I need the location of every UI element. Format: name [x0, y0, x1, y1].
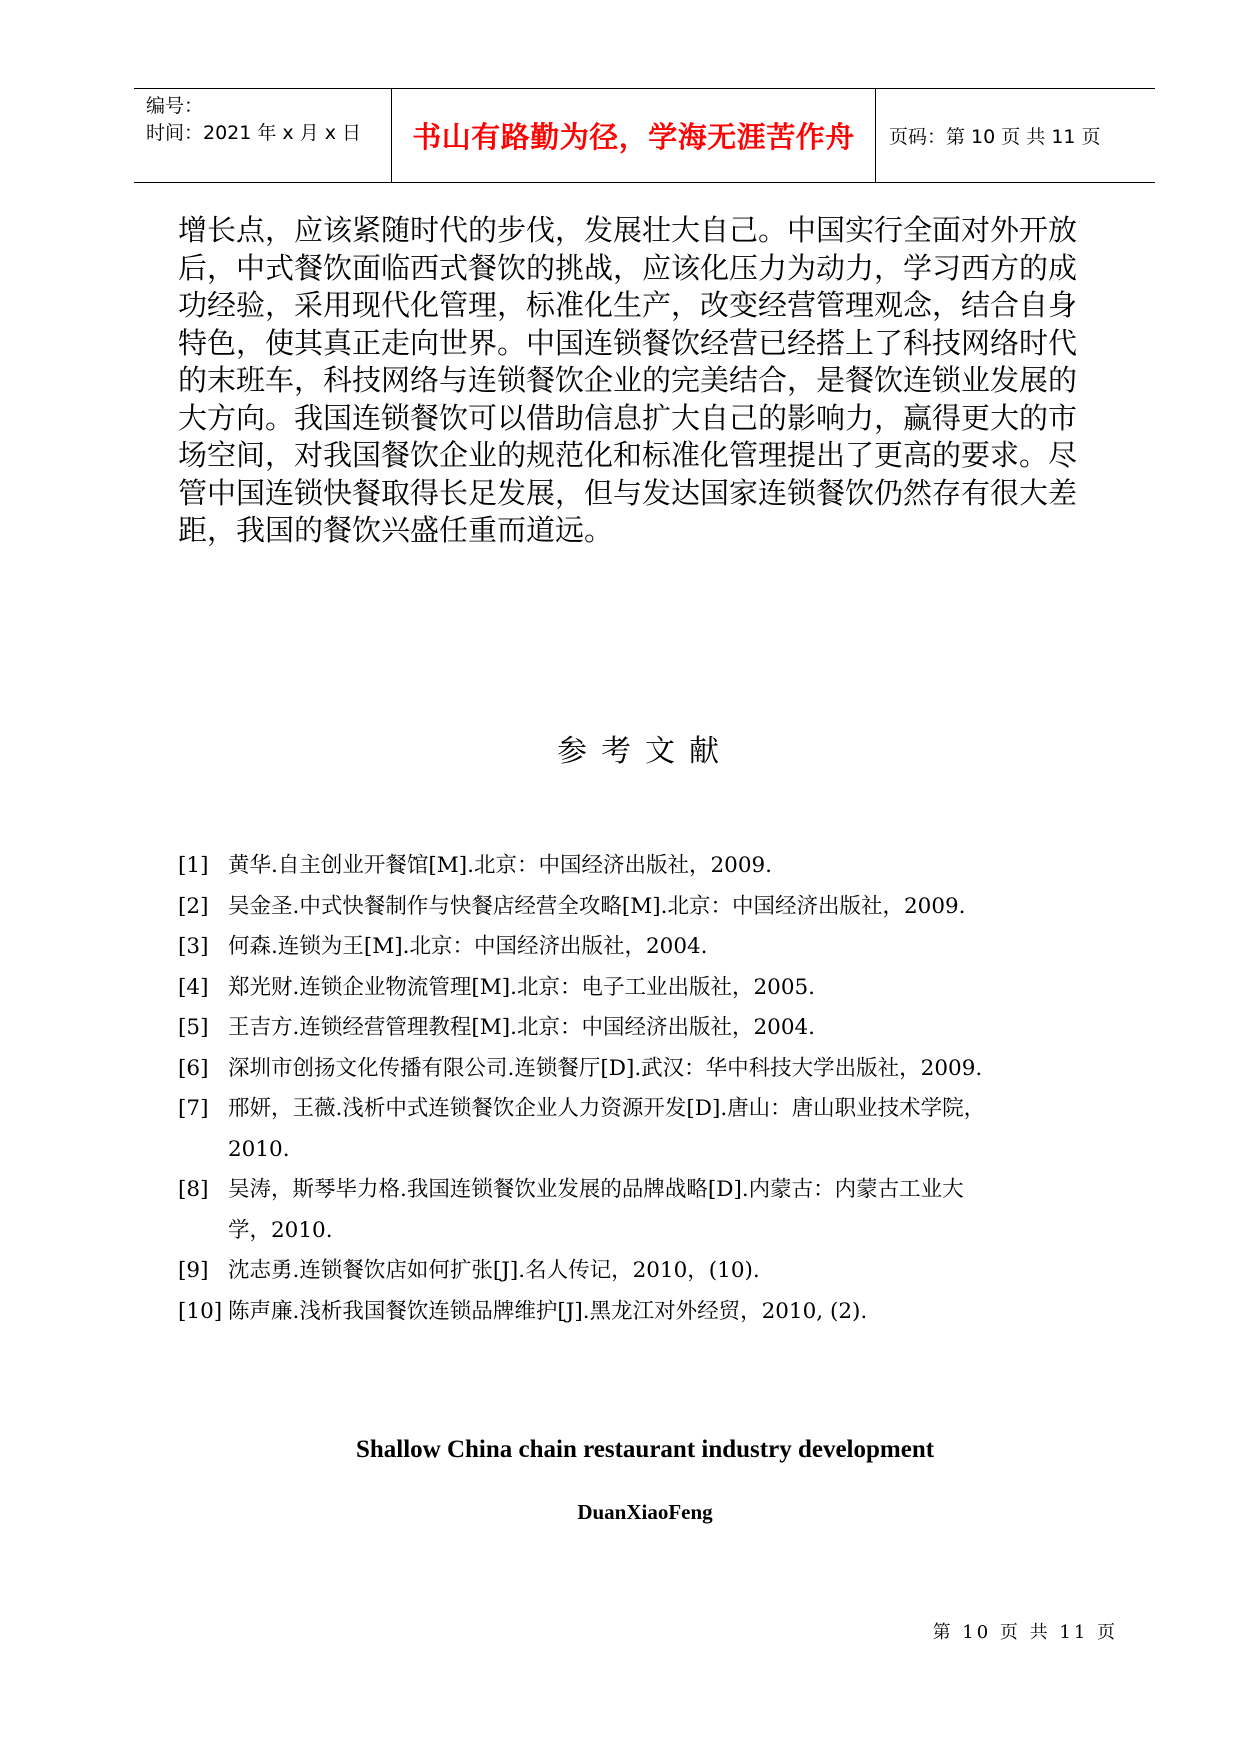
reference-text: 沈志勇.连锁餐饮店如何扩张[J].名人传记，2010，(10). [228, 1258, 760, 1283]
header-motto: 书山有路勤为径，学海无涯苦作舟 [392, 89, 876, 182]
reference-number: [10] [178, 1298, 223, 1324]
reference-text: 深圳市创扬文化传播有限公司.连锁餐厅[D].武汉：华中科技大学出版社，2009. [228, 1055, 983, 1081]
body-line: 特色，使其真正走向世界。中国连锁餐饮经营已经搭上了科技网络时代 [178, 325, 1078, 360]
reference-continuation: 学，2010. [228, 1217, 333, 1243]
body-line: 管中国连锁快餐取得长足发展，但与发达国家连锁餐饮仍然存有很大差 [178, 475, 1078, 510]
reference-text: 王吉方.连锁经营管理教程[M].北京：中国经济出版社，2004. [228, 1015, 816, 1040]
reference-item [178, 1251, 1118, 1292]
reference-number: [4] [178, 974, 209, 1000]
body-line: 功经验，采用现代化管理，标准化生产，改变经营管理观念，结合自身 [178, 288, 1078, 322]
reference-item [178, 1170, 1118, 1211]
body-line: 后，中式餐饮面临西式餐饮的挑战，应该化压力为动力，学习西方的成 [178, 250, 1078, 285]
reference-number: [2] [178, 893, 209, 919]
header-time-label: 时间：2021 年 x 月 x 日 [146, 122, 362, 144]
reference-number: [6] [178, 1055, 209, 1081]
reference-item [178, 887, 1118, 928]
reference-text: 黄华.自主创业开餐馆[M].北京：中国经济出版社，2009. [228, 853, 773, 878]
header-page-info: 页码：第 10 页 共 11 页 [889, 126, 1101, 148]
reference-number: [8] [178, 1177, 209, 1202]
reference-item [178, 1089, 1118, 1130]
body-paragraph [178, 212, 1118, 550]
reference-item [178, 968, 1118, 1009]
english-title: Shallow China chain restaurant industry development [355, 1436, 935, 1463]
reference-text: 郑光财.连锁企业物流管理[M].北京：电子工业出版社，2005. [228, 974, 816, 1000]
references-title: 参考文献 [557, 734, 733, 769]
references-list [178, 846, 1118, 1332]
reference-text: 陈声廉.浅析我国餐饮连锁品牌维护[J].黑龙江对外经贸，2010, (2). [228, 1298, 868, 1324]
reference-item [178, 846, 1118, 887]
reference-number: [5] [178, 1015, 209, 1040]
body-line: 增长点，应该紧随时代的步伐，发展壮大自己。中国实行全面对外开放 [178, 213, 1078, 247]
reference-text: 吴涛，斯琴毕力格.我国连锁餐饮业发展的品牌战略[D].内蒙古：内蒙古工业大 [228, 1177, 964, 1202]
body-line: 场空间，对我国餐饮企业的规范化和标准化管理提出了更高的要求。尽 [178, 438, 1078, 472]
body-line: 的末班车，科技网络与连锁餐饮企业的完美结合，是餐饮连锁业发展的 [178, 363, 1078, 397]
reference-item [178, 1292, 1118, 1333]
reference-number: [3] [178, 934, 209, 959]
body-line: 距，我国的餐饮兴盛任重而道远。 [178, 513, 614, 547]
reference-text: 吴金圣.中式快餐制作与快餐店经营全攻略[M].北京：中国经济出版社，2009. [228, 893, 966, 919]
page-header [134, 88, 1155, 183]
english-author: DuanXiaoFeng [577, 1500, 713, 1524]
reference-item [178, 1008, 1118, 1049]
reference-number: [1] [178, 853, 209, 878]
body-line: 大方向。我国连锁餐饮可以借助信息扩大自己的影响力，赢得更大的市 [178, 400, 1078, 435]
reference-number: [9] [178, 1258, 209, 1283]
header-number-label: 编号： [146, 95, 204, 117]
reference-number: [7] [178, 1096, 209, 1121]
reference-item [178, 1049, 1118, 1090]
reference-continuation: 2010. [228, 1136, 290, 1162]
reference-item [178, 927, 1118, 968]
page-footer: 第 10 页 共 11 页 [932, 1622, 1118, 1643]
reference-text: 何森.连锁为王[M].北京：中国经济出版社，2004. [228, 934, 708, 959]
reference-text: 邢妍，王薇.浅析中式连锁餐饮企业人力资源开发[D].唐山：唐山职业技术学院， [228, 1096, 986, 1121]
header-meta [134, 89, 392, 182]
